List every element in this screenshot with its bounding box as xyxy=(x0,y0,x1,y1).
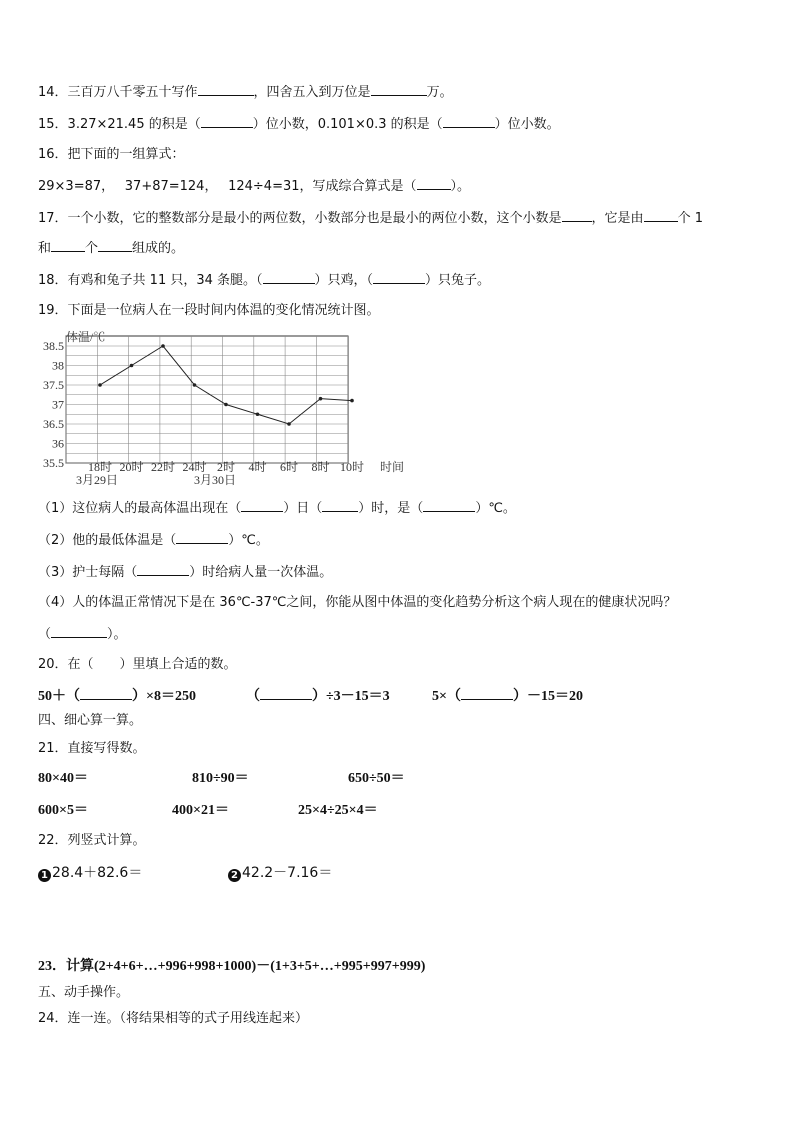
q19-sub-2 xyxy=(38,530,269,550)
q17-text-f: 组成的。 xyxy=(132,241,185,256)
q21-item-6: 25×4÷25×4＝ xyxy=(298,803,378,818)
q20-blank-1[interactable] xyxy=(80,686,132,700)
section-5-heading: 五、动手操作。 xyxy=(38,985,130,1000)
q18-text-b: ）只鸡，（ xyxy=(314,273,374,288)
q15-blank-2[interactable] xyxy=(443,114,495,128)
q15-blank-1[interactable] xyxy=(201,114,253,128)
chart-y-tick-label: 36.5 xyxy=(43,417,64,431)
q22-expr1-text: 28.4＋82.6＝ xyxy=(52,865,143,881)
chart-plot-border xyxy=(66,336,348,463)
q18-blank-1[interactable] xyxy=(263,270,315,284)
q17-text-d: 和 xyxy=(38,241,52,256)
q21-item-3: 650÷50＝ xyxy=(348,771,405,786)
q22-expr-2 xyxy=(228,864,332,882)
chart-data-point xyxy=(130,364,134,368)
q14-blank-2[interactable] xyxy=(371,82,427,96)
chart-data-point xyxy=(319,397,323,401)
question-23 xyxy=(38,958,425,976)
chart-x-tick-label: 8时 xyxy=(311,460,330,474)
chart-x-tick-label: 6时 xyxy=(279,460,299,474)
chart-x-tick-label: 10时 xyxy=(339,460,365,474)
question-16-equations xyxy=(38,176,470,196)
temperature-line-chart xyxy=(30,326,420,491)
chart-x-ticks xyxy=(88,459,364,474)
q20-eq2-a: （ xyxy=(246,689,260,704)
question-14 xyxy=(38,82,453,102)
chart-data-point xyxy=(256,412,260,416)
q22-marker-1: 1 xyxy=(38,869,51,882)
question-18 xyxy=(38,270,490,290)
q19-sub3-a: （3）护士每隔（ xyxy=(38,565,138,580)
q22-marker-2: 2 xyxy=(228,869,241,882)
q19-sub1-b: ）日（ xyxy=(283,501,323,516)
question-17-line-2 xyxy=(38,238,184,258)
chart-y-tick-label: 35.5 xyxy=(43,456,64,470)
q20-eq3-b: ）－15＝20 xyxy=(512,689,583,704)
chart-y-ticks xyxy=(43,339,64,470)
q21-item-2: 810÷90＝ xyxy=(192,771,249,786)
q22-expr2-text: 42.2－7.16＝ xyxy=(242,865,333,881)
q20-eq2-b: ）÷3－15＝3 xyxy=(312,689,390,704)
q19-sub1-a: （1）这位病人的最高体温出现在（ xyxy=(38,501,242,516)
chart-data-point xyxy=(224,403,228,407)
q19-sub-3 xyxy=(38,562,332,582)
q19-sub3-blank[interactable] xyxy=(137,562,189,576)
chart-x-tick-label: 2时 xyxy=(216,460,236,474)
q19-sub2-blank[interactable] xyxy=(176,530,228,544)
q17-text-e: 个 xyxy=(85,241,99,256)
chart-x-axis-label: 时间 xyxy=(380,460,405,474)
q18-text-c: ）只兔子。 xyxy=(425,273,491,288)
q17-blank-1[interactable] xyxy=(562,208,592,222)
q20-blank-3[interactable] xyxy=(461,686,513,700)
q19-sub2-a: （2）他的最低体温是（ xyxy=(38,533,177,548)
chart-x-tick-label: 4时 xyxy=(248,460,267,474)
q14-text-a: 14．三百万八千零五十写作 xyxy=(38,85,198,100)
q19-sub2-b: ）℃。 xyxy=(228,533,269,548)
q23-text: 23．计算(2+4+6+…+996+998+1000)－(1+3+5+…+995+997+999) xyxy=(38,959,426,974)
chart-y-tick-label: 37 xyxy=(52,397,64,412)
q20-eq-2 xyxy=(246,686,390,706)
q19-sub-1 xyxy=(38,498,516,518)
q19-sub1-blank-1[interactable] xyxy=(241,498,283,512)
q19-sub3-b: ）时给病人量一次体温。 xyxy=(189,565,333,580)
chart-y-axis-label: 体温/℃ xyxy=(66,330,106,344)
q22-expr-1 xyxy=(38,864,142,882)
chart-y-tick-label: 36 xyxy=(52,436,64,451)
q19-sub1-d: ）℃。 xyxy=(475,501,516,516)
q21-item-4: 600×5＝ xyxy=(38,803,88,818)
q19-sub1-c: ）时，是（ xyxy=(358,501,424,516)
q16-end: ）。 xyxy=(450,179,471,194)
chart-x-tick-label: 24时 xyxy=(182,460,207,474)
q20-blank-2[interactable] xyxy=(260,686,312,700)
q20-eq-3 xyxy=(432,686,583,706)
q15-text-b: ）位小数，0.101×0.3 的积是（ xyxy=(252,117,443,132)
q20-eq-1 xyxy=(38,686,196,706)
chart-data-point xyxy=(193,383,197,387)
q15-text-c: ）位小数。 xyxy=(494,117,560,132)
q18-blank-2[interactable] xyxy=(373,270,425,284)
q19-title: 19．下面是一位病人在一段时间内体温的变化情况统计图。 xyxy=(38,303,380,318)
q20-eq3-a: 5×（ xyxy=(432,689,461,704)
q21-item-1: 80×40＝ xyxy=(38,771,88,786)
q18-text-a: 18．有鸡和兔子共 11 只，34 条腿。（ xyxy=(38,273,263,288)
chart-y-tick-label: 38.5 xyxy=(43,339,64,353)
section-4-heading: 四、细心算一算。 xyxy=(38,713,143,728)
q20-eq1-b: ）×8＝250 xyxy=(132,689,196,704)
q21-title: 21．直接写得数。 xyxy=(38,741,146,756)
q16-title: 16．把下面的一组算式： xyxy=(38,147,185,162)
chart-x-tick-label: 18时 xyxy=(87,460,113,474)
chart-x-tick-label: 22时 xyxy=(150,460,176,474)
q14-blank-1[interactable] xyxy=(198,82,254,96)
q20-eq1-a: 50＋（ xyxy=(38,689,80,704)
q17-text-a: 17．一个小数，它的整数部分是最小的两位数，小数部分也是最小的两位小数，这个小数是 xyxy=(38,211,562,226)
chart-data-point xyxy=(350,399,354,403)
question-17-line-1 xyxy=(38,208,703,228)
chart-data-point xyxy=(287,422,291,426)
chart-x-tick-label: 20时 xyxy=(119,460,144,474)
chart-data-point xyxy=(161,344,165,348)
q17-blank-3[interactable] xyxy=(51,238,85,252)
q17-blank-2[interactable] xyxy=(644,208,678,222)
q14-text-c: 万。 xyxy=(426,85,453,100)
q17-blank-4[interactable] xyxy=(98,238,132,252)
q19-sub4-b: （ xyxy=(38,627,52,642)
question-24: 24．连一连。（将结果相等的式子用线连起来） xyxy=(38,1011,309,1026)
question-15 xyxy=(38,114,560,134)
chart-date-label-1: 3月29日 xyxy=(76,473,119,487)
q14-text-b: ，四舍五入到万位是 xyxy=(253,85,371,100)
q21-item-5: 400×21＝ xyxy=(172,803,229,818)
q19-sub-4-answer xyxy=(38,624,127,644)
q20-title: 20．在（ ）里填上合适的数。 xyxy=(38,657,237,672)
q19-sub4-c: ）。 xyxy=(107,627,127,642)
q19-sub1-blank-2[interactable] xyxy=(322,498,358,512)
q19-sub4-blank[interactable] xyxy=(51,624,107,638)
q16-blank[interactable] xyxy=(417,176,451,190)
chart-y-tick-label: 37.5 xyxy=(43,378,64,392)
q19-sub1-blank-3[interactable] xyxy=(423,498,475,512)
q16-eqs: 29×3=87， 37+87=124， 124÷4=31，写成综合算式是（ xyxy=(38,179,417,194)
chart-data-point xyxy=(98,383,102,387)
chart-date-label-2: 3月30日 xyxy=(194,473,237,487)
chart-grid xyxy=(66,336,348,463)
q22-title: 22．列竖式计算。 xyxy=(38,833,146,848)
q17-text-b: ，它是由 xyxy=(591,211,644,226)
q15-text-a: 15．3.27×21.45 的积是（ xyxy=(38,117,201,132)
q17-text-c: 个 1 xyxy=(677,211,703,226)
q19-sub-4: （4）人的体温正常情况下是在 36℃-37℃之间，你能从图中体温的变化趋势分析这个病人现在的健康状况吗？ xyxy=(38,595,677,610)
chart-y-tick-label: 38 xyxy=(52,358,64,373)
